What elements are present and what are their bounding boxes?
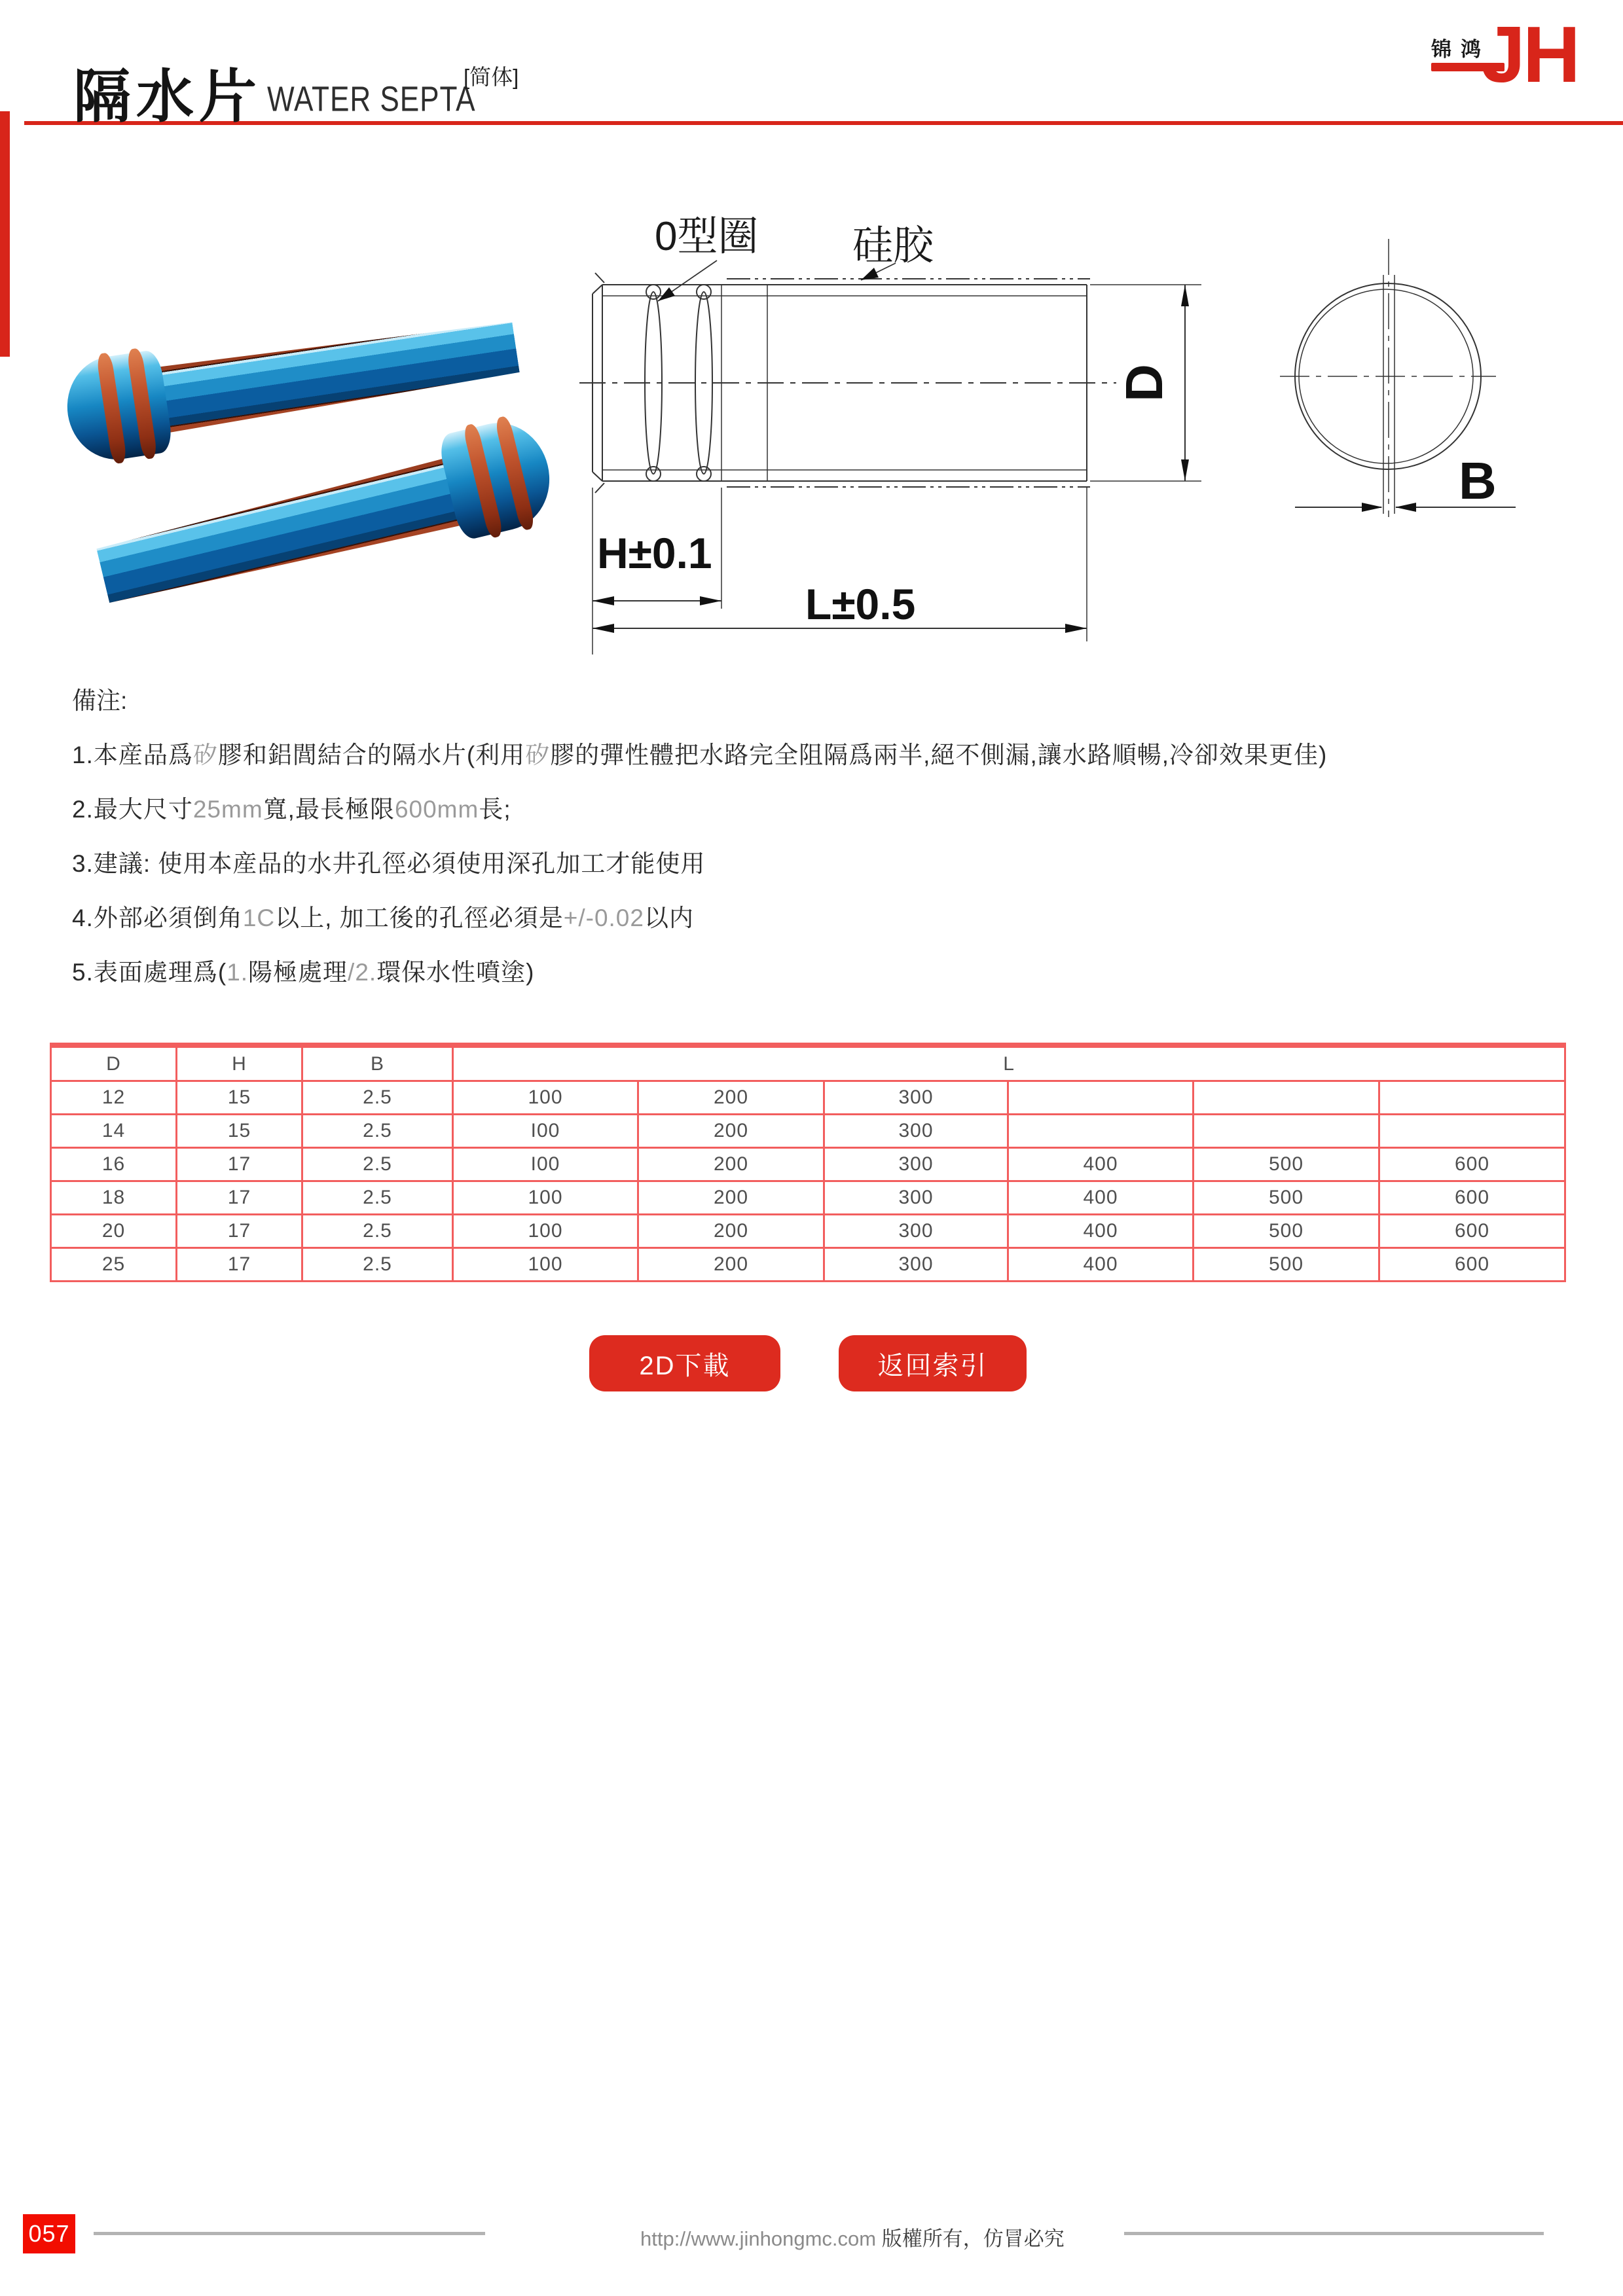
logo-chinese-text: 锦鸿	[1431, 38, 1490, 61]
left-accent-bar	[0, 111, 10, 357]
spec-cell: 200	[638, 1148, 824, 1181]
spec-cell: 600	[1379, 1248, 1565, 1282]
spec-cell: 200	[638, 1248, 824, 1282]
spec-table-row	[51, 1081, 1565, 1115]
spec-cell: 400	[1008, 1215, 1194, 1248]
dim-l-label: L±0.5	[805, 580, 916, 628]
header-rule	[24, 121, 1623, 125]
spec-cell: 300	[824, 1115, 1008, 1148]
spec-cell: 300	[824, 1148, 1008, 1181]
spec-cell: 2.5	[302, 1115, 453, 1148]
spec-cell: 300	[824, 1081, 1008, 1115]
col-header-h: H	[177, 1045, 302, 1081]
spec-cell: 300	[824, 1181, 1008, 1215]
spec-cell	[1008, 1081, 1194, 1115]
spec-cell: 25	[51, 1248, 177, 1282]
spec-cell: 500	[1194, 1148, 1379, 1181]
note-line: 2.最大尺寸25mm寬,最長極限600mm長;	[72, 796, 511, 823]
spec-cell: 15	[177, 1115, 302, 1148]
spec-cell	[1194, 1115, 1379, 1148]
spec-cell: 500	[1194, 1181, 1379, 1215]
spec-table	[50, 1043, 1566, 1282]
spec-cell: I00	[453, 1148, 638, 1181]
spec-cell: 15	[177, 1081, 302, 1115]
copyright-text	[640, 2222, 1065, 2251]
spec-cell: 14	[51, 1115, 177, 1148]
notes-heading: 備注:	[72, 687, 128, 714]
tube-oring	[462, 423, 504, 539]
spec-cell: 2.5	[302, 1248, 453, 1282]
note-line: 5.表面處理爲(1.陽極處理/2.環保水性噴塗)	[72, 959, 535, 986]
page-title: 隔水片	[73, 64, 263, 129]
tube-oring	[96, 352, 128, 465]
oring-label: 0型圈	[655, 214, 759, 259]
spec-table-row	[51, 1248, 1565, 1282]
spec-cell: 600	[1379, 1148, 1565, 1181]
dim-b-label: B	[1459, 452, 1497, 510]
spec-cell: 20	[51, 1215, 177, 1248]
spec-cell	[1194, 1081, 1379, 1115]
spec-cell: 400	[1008, 1181, 1194, 1215]
spec-cell	[1379, 1081, 1565, 1115]
technical-drawing	[570, 177, 1525, 655]
spec-cell	[1008, 1115, 1194, 1148]
spec-table-row	[51, 1115, 1565, 1148]
spec-cell: 100	[453, 1181, 638, 1215]
spec-cell: 17	[177, 1181, 302, 1215]
spec-cell: 2.5	[302, 1215, 453, 1248]
spec-table-row	[51, 1215, 1565, 1248]
spec-cell: 17	[177, 1215, 302, 1248]
tube-head	[60, 349, 174, 466]
spec-cell: 2.5	[302, 1181, 453, 1215]
spec-cell: 500	[1194, 1248, 1379, 1282]
spec-cell: 100	[453, 1081, 638, 1115]
spec-cell: 18	[51, 1181, 177, 1215]
spec-cell: 400	[1008, 1148, 1194, 1181]
note-line: 4.外部必須倒角1C以上, 加工後的孔徑必須是+/-0.02以内	[72, 905, 694, 931]
spec-cell: 600	[1379, 1181, 1565, 1215]
col-header-l: L	[453, 1045, 1565, 1081]
spec-cell	[1379, 1115, 1565, 1148]
col-header-b: B	[302, 1045, 453, 1081]
spec-cell: 2.5	[302, 1081, 453, 1115]
tube-body	[95, 456, 469, 609]
notes-section	[72, 681, 1552, 1011]
spec-cell: 100	[453, 1215, 638, 1248]
spec-cell: 200	[638, 1115, 824, 1148]
page-number-badge: 057	[23, 2214, 75, 2253]
spec-cell: 2.5	[302, 1148, 453, 1181]
spec-table-header-row	[51, 1045, 1565, 1081]
spec-cell: 300	[824, 1248, 1008, 1282]
footer-divider-right	[1124, 2232, 1544, 2235]
spec-table-row	[51, 1148, 1565, 1181]
dim-h-label: H±0.1	[597, 529, 712, 577]
spec-table-row	[51, 1181, 1565, 1215]
download-2d-button[interactable]: 2D下載	[589, 1335, 780, 1391]
spec-cell: 17	[177, 1148, 302, 1181]
notes-list	[72, 740, 1552, 988]
spec-cell: I00	[453, 1115, 638, 1148]
dim-d-label: D	[1115, 364, 1173, 402]
spec-cell: 500	[1194, 1215, 1379, 1248]
footer-copyright: 版權所有，仿冒必究	[881, 2227, 1065, 2250]
col-header-d: D	[51, 1045, 177, 1081]
spec-cell: 16	[51, 1148, 177, 1181]
page-title-en: WATER SEPTA	[267, 80, 476, 119]
logo-jh-mark: JH	[1481, 10, 1578, 99]
footer-url: http://www.jinhongmc.com	[640, 2227, 877, 2250]
back-to-index-button[interactable]: 返回索引	[839, 1335, 1027, 1391]
tube-oring	[494, 415, 536, 531]
spec-table-body	[51, 1081, 1565, 1282]
spec-cell: 300	[824, 1215, 1008, 1248]
spec-cell: 12	[51, 1081, 177, 1115]
spec-cell: 400	[1008, 1248, 1194, 1282]
spec-cell: 200	[638, 1081, 824, 1115]
note-line: 1.本産品爲矽膠和鋁閭結合的隔水片(利用矽膠的彈性體把水路完全阻隔爲兩半,絕不側漏,讓水路順暢,冷卻效果更佳)	[72, 742, 1328, 768]
tube-oring	[126, 348, 158, 460]
silicone-label: 硅胶	[852, 223, 934, 268]
variant-tag: [简体]	[464, 65, 519, 89]
spec-cell: 17	[177, 1248, 302, 1282]
spec-cell: 600	[1379, 1215, 1565, 1248]
spec-cell: 100	[453, 1248, 638, 1282]
note-line: 3.建議: 使用本産品的水井孔徑必須使用深孔加工才能使用	[72, 850, 706, 877]
spec-cell: 200	[638, 1215, 824, 1248]
footer-divider-left	[94, 2232, 485, 2235]
spec-cell: 200	[638, 1181, 824, 1215]
